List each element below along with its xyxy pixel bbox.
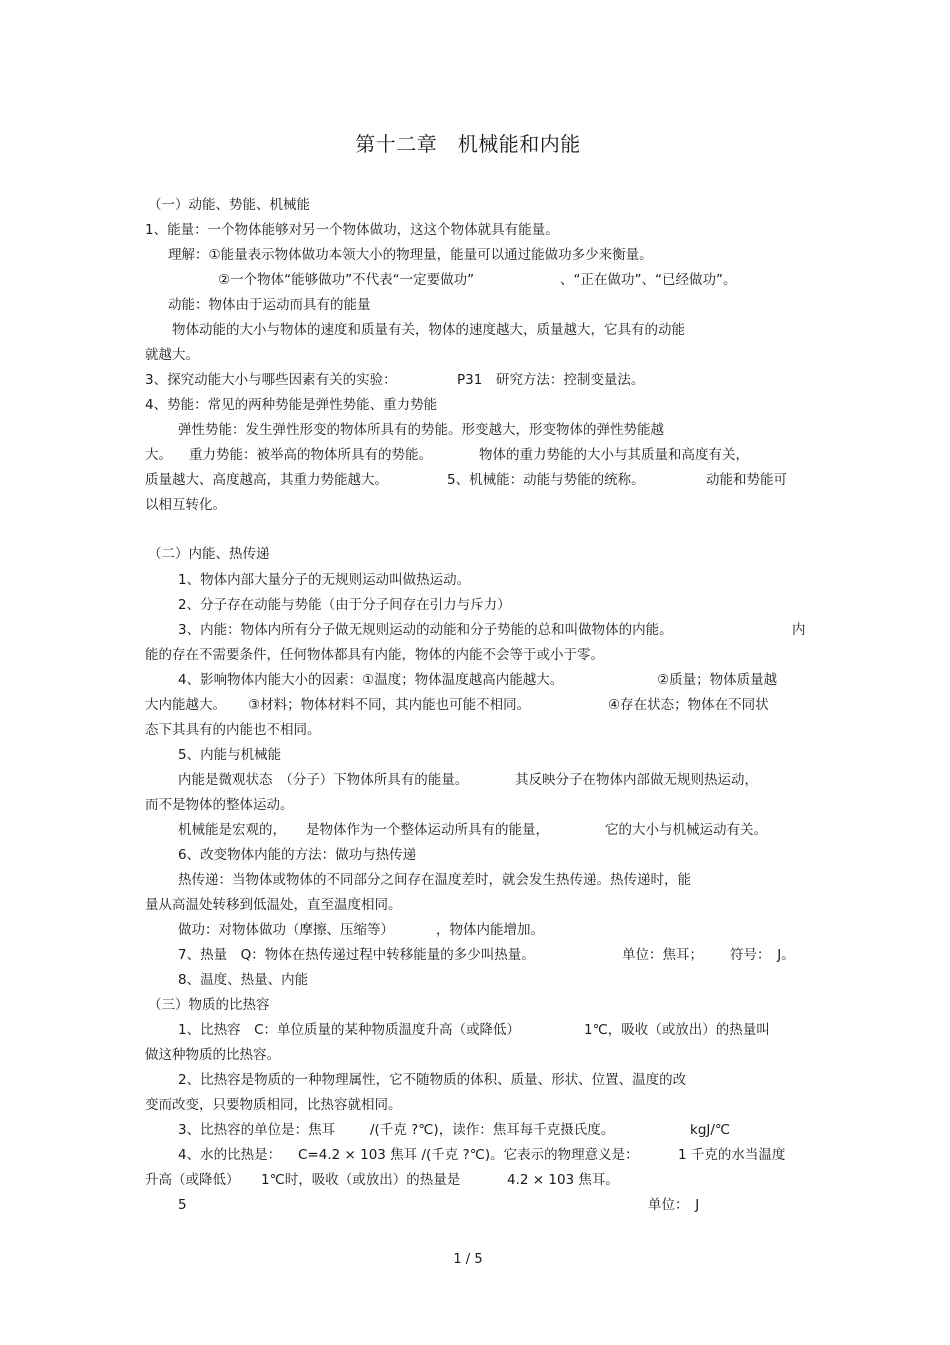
text-line: （二）内能、热传递: [148, 546, 270, 562]
text-line: C=4.2 × 103 焦耳 /(千克 ?℃)。它表示的物理意义是：: [298, 1147, 639, 1163]
text-line: 单位： J: [648, 1197, 700, 1213]
text-line: 做这种物质的比热容。: [145, 1047, 280, 1063]
text-line: 它的大小与机械运动有关。: [605, 822, 767, 838]
text-line: 8、温度、热量、内能: [178, 972, 309, 988]
text-line: 大。: [145, 447, 172, 463]
text-line: 物体的重力势能的大小与其质量和高度有关，: [479, 447, 749, 463]
text-line: 1℃时，吸收（或放出）的热量是: [261, 1172, 461, 1188]
text-line: 内: [792, 622, 806, 638]
text-line: 动能：物体由于运动而具有的能量: [168, 297, 371, 313]
text-line: /(千克 ?℃)，读作：焦耳每千克摄氏度。: [370, 1122, 615, 1138]
text-line: 机械能是宏观的，: [178, 822, 286, 838]
text-line: 1℃，吸收（或放出）的热量叫: [584, 1022, 770, 1038]
text-line: 重力势能：被举高的物体所具有的势能。: [189, 447, 432, 463]
text-line: 1、能量：一个物体能够对另一个物体做功，这这个物体就具有能量。: [145, 222, 559, 238]
text-line: 内能是微观状态 （分子）下物体所具有的能量。: [178, 772, 469, 788]
text-line: 而不是物体的整体运动。: [145, 797, 294, 813]
text-line: 升高（或降低）: [145, 1172, 240, 1188]
text-line: 7、热量 Q：物体在热传递过程中转移能量的多少叫热量。: [178, 947, 535, 963]
text-line: 物体动能的大小与物体的速度和质量有关，物体的速度越大，质量越大，它具有的动能: [172, 322, 685, 338]
text-line: 以相互转化。: [145, 497, 226, 513]
text-line: 4、水的比热是：: [178, 1147, 282, 1163]
text-line: 3、探究动能大小与哪些因素有关的实验：: [145, 372, 397, 388]
text-line: 符号： J。: [730, 947, 795, 963]
text-line: 理解：①能量表示物体做功本领大小的物理量，能量可以通过能做功多少来衡量。: [168, 247, 653, 263]
text-line: 2、比热容是物质的一种物理属性，它不随物质的体积、质量、形状、位置、温度的改: [178, 1072, 687, 1088]
text-line: 1、比热容 C：单位质量的某种物质温度升高（或降低）: [178, 1022, 521, 1038]
text-line: 1 千克的水当温度: [678, 1147, 786, 1163]
text-line: 动能和势能可: [706, 472, 787, 488]
text-line: 热传递：当物体或物体的不同部分之间存在温度差时，就会发生热传递。热传递时，能: [178, 872, 691, 888]
text-line: （一）动能、势能、机械能: [148, 197, 310, 213]
text-line: （三）物质的比热容: [148, 997, 270, 1013]
text-line: 5、机械能：动能与势能的统称。: [447, 472, 645, 488]
text-line: ②质量；物体质量越: [657, 672, 778, 688]
text-line: 量从高温处转移到低温处，直至温度相同。: [145, 897, 402, 913]
text-line: P31 研究方法：控制变量法。: [457, 372, 645, 388]
chapter-title: 第十二章 机械能和内能: [355, 132, 581, 156]
text-line: 质量越大、高度越高，其重力势能越大。: [145, 472, 388, 488]
text-line: ③材料；物体材料不同，其内能也可能不相同。: [248, 697, 531, 713]
text-line: 2、分子存在动能与势能（由于分子间存在引力与斥力）: [178, 597, 511, 613]
text-line: 5: [178, 1197, 187, 1213]
text-line: 3、内能：物体内所有分子做无规则运动的动能和分子势能的总和叫做物体的内能。: [178, 622, 673, 638]
text-line: 4、势能：常见的两种势能是弹性势能、重力势能: [145, 397, 438, 413]
text-line: 、“正在做功”、“已经做功”。: [560, 272, 737, 288]
text-line: ，物体内能增加。: [436, 922, 544, 938]
text-line: 3、比热容的单位是：焦耳: [178, 1122, 336, 1138]
text-line: 弹性势能：发生弹性形变的物体所具有的势能。形变越大，形变物体的弹性势能越: [178, 422, 664, 438]
text-line: 做功：对物体做功（摩擦、压缩等）: [178, 922, 394, 938]
text-line: 5、内能与机械能: [178, 747, 282, 763]
page-number: 1 / 5: [453, 1252, 483, 1267]
text-line: 是物体作为一个整体运动所具有的能量，: [306, 822, 549, 838]
text-line: 4、影响物体内能大小的因素：①温度；物体温度越高内能越大。: [178, 672, 564, 688]
text-line: ②一个物体“能够做功”不代表“一定要做功”: [218, 272, 475, 288]
text-line: 就越大。: [145, 347, 199, 363]
text-line: 6、改变物体内能的方法：做功与热传递: [178, 847, 417, 863]
text-line: 态下其具有的内能也不相同。: [145, 722, 321, 738]
text-line: 能的存在不需要条件，任何物体都具有内能，物体的内能不会等于或小于零。: [145, 647, 604, 663]
text-line: 单位：焦耳；: [622, 947, 703, 963]
text-line: 其反映分子在物体内部做无规则热运动，: [515, 772, 758, 788]
text-line: 1、物体内部大量分子的无规则运动叫做热运动。: [178, 572, 471, 588]
text-line: 大内能越大。: [145, 697, 226, 713]
text-line: kgJ/℃: [690, 1122, 731, 1138]
text-line: ④存在状态；物体在不同状: [608, 697, 769, 713]
text-line: 变而改变，只要物质相同，比热容就相同。: [145, 1097, 402, 1113]
text-line: 4.2 × 103 焦耳。: [507, 1172, 619, 1188]
